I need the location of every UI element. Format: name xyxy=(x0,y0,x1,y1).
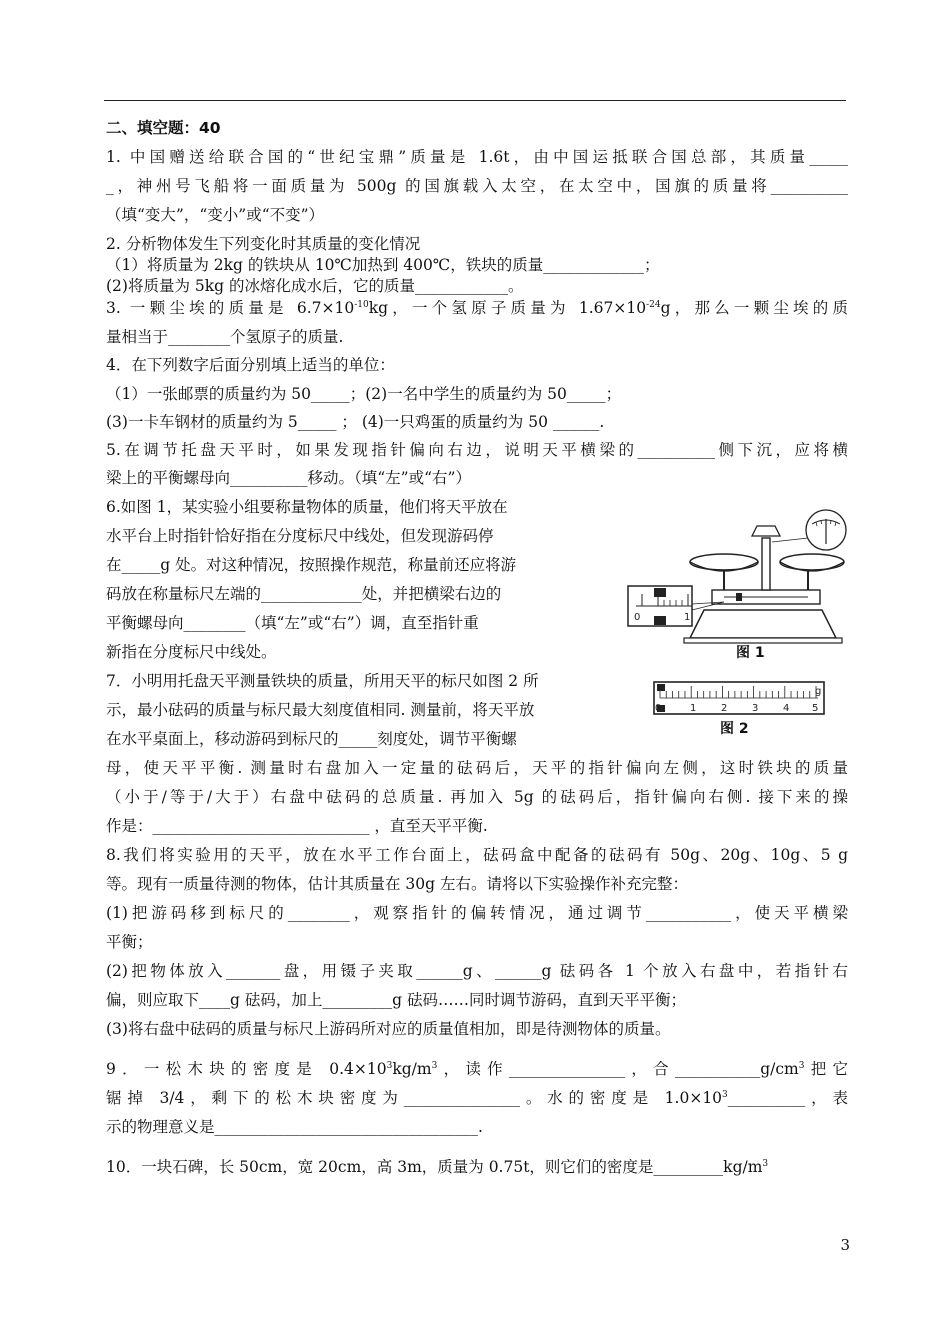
fig2-unit: g xyxy=(815,686,822,697)
text-line: 新指在分度标尺中线处。 xyxy=(106,643,277,661)
text-line: 1. 中国赠送给联合国的“世纪宝鼎”质量是 1.6t，由中国运抵联合国总部，其质量_____ xyxy=(106,148,848,166)
fig2-tick-label: 2 xyxy=(721,703,728,714)
question-10-line: 10．一块石碑，长 50cm，宽 20cm，高 3m，质量为 0.75t，则它们的密度是$\_\_\_\_\_\_\_\_\_kg/m^3$ xyxy=(106,1158,769,1176)
ruler-figure xyxy=(652,680,828,720)
text-line: 2. 分析物体发生下列变化时其质量的变化情况 xyxy=(106,235,421,253)
fig2-tick-label: 0 xyxy=(655,703,662,714)
page-number: 3 xyxy=(840,1236,850,1254)
text-line: (3)将右盘中砝码的质量与标尺上游码所对应的质量值相加，即是待测物体的质量。 xyxy=(106,1020,671,1038)
text-line: 在_____g 处。对这种情况，按照操作规范，称量前还应将游 xyxy=(106,556,517,574)
balance-figure xyxy=(612,498,848,656)
text-line: 7．小明用托盘天平测量铁块的质量，所用天平的标尺如图 2 所 xyxy=(106,672,539,690)
text-line: 平衡螺母向________（填“左”或“右”）调，直至指针重 xyxy=(106,614,479,632)
text-line: 等。现有一质量待测的物体，估计其质量在 30g 左右。请将以下实验操作补充完整： xyxy=(106,875,689,893)
text-line: 量相当于________个氢原子的质量. xyxy=(106,328,344,346)
question-3-line: 3. 一颗尘埃的质量是 $6.7\times 10^{-10}kg$，一个氢原子质量为 $1.67\times 10^{-24}g$，那么一颗尘埃的质 xyxy=(106,299,848,317)
text-line: (2)将质量为 5kg 的冰熔化成水后，它的质量____________。 xyxy=(106,277,524,295)
text-line: （1）一张邮票的质量约为 50_____；(2)一名中学生的质量约为 50_____； xyxy=(106,385,622,403)
text-line: (1)把游码移到标尺的________，观察指针的偏转情况，通过调节___________，使天平横梁 xyxy=(106,904,848,922)
text-line: 4．在下列数字后面分别填上适当的单位： xyxy=(106,356,395,374)
header-rule xyxy=(104,100,846,101)
text-line: 8.我们将实验用的天平，放在水平工作台面上，砝码盒中配备的砝码有 50g、20g、10g、5 g xyxy=(106,846,848,864)
figure-1-caption: 图 1 xyxy=(736,645,765,661)
figure-2-caption: 图 2 xyxy=(720,721,749,737)
text-line: 作是：____________________________ ，直至天平平衡. xyxy=(106,817,488,835)
question-9-line-2: 锯掉 3/4，剩下的松木块密度为_______________。水的密度是 $1.0\times 10^3\_\_\_\_\_\_\_\_\_\_$，表 xyxy=(106,1089,848,1107)
text-line: _，神州号飞船将一面质量为 500g 的国旗载入太空，在太空中，国旗的质量将__________ xyxy=(106,177,848,195)
text-line: 母，使天平平衡. 测量时右盘加入一定量的砝码后，天平的指针偏向左侧，这时铁块的质量 xyxy=(106,759,848,777)
fig2-tick-label: 4 xyxy=(783,703,790,714)
text-line: 平衡； xyxy=(106,933,153,951)
text-line: 示的物理意义是__________________________________. xyxy=(106,1118,483,1136)
fig1-ruler-tick: 0 xyxy=(634,612,641,623)
text-line: 5.在调节托盘天平时，如果发现指针偏向右边，说明天平横梁的__________侧下沉，应将横 xyxy=(106,441,848,459)
text-line: （小于/等于/大于）右盘中砝码的总质量. 再加入 5g 的砝码后，指针偏向右侧. 接下来的操 xyxy=(106,788,848,806)
section-title: 二、填空题：40 xyxy=(106,119,221,137)
text-line: （1）将质量为 2kg 的铁块从 10℃加热到 400℃，铁块的质量_____________； xyxy=(106,256,660,274)
text-line: 6.如图 1，某实验小组要称量物体的质量，他们将天平放在 xyxy=(106,498,508,516)
text-line: 示，最小砝码的质量与标尺最大刻度值相同. 测量前，将天平放 xyxy=(106,701,535,719)
question-9-line-1: 9．一松木块的密度是 $0.4\times 10^3kg/m^3$，读作_______________，合$\_\_\_\_\_\_\_\_\_\_\_g/cm^3$把它 xyxy=(106,1060,848,1078)
fig2-tick-label: 5 xyxy=(812,703,819,714)
text-line: 水平台上时指针恰好指在分度标尺中线处，但发现游码停 xyxy=(106,527,494,545)
text-line: (2)把物体放入_______盘，用镊子夹取______g、______g 砝码各 1 个放入右盘中，若指针右 xyxy=(106,962,848,980)
text-line: （填“变大”，“变小”或“不变”） xyxy=(106,206,325,224)
fig1-ruler-tick: 1 xyxy=(684,612,691,623)
text-line: (3)一卡车钢材的质量约为 5_____ ； (4)一只鸡蛋的质量约为 50 ______. xyxy=(106,413,605,431)
text-line: 梁上的平衡螺母向__________移动。（填“左”或“右”） xyxy=(106,469,471,487)
text-line: 在水平桌面上，移动游码到标尺的_____刻度处，调节平衡螺 xyxy=(106,730,517,748)
text-line: 码放在称量标尺左端的_____________处，并把横梁右边的 xyxy=(106,585,502,603)
fig2-tick-label: 1 xyxy=(690,703,697,714)
fig2-tick-label: 3 xyxy=(752,703,759,714)
text-line: 偏，则应取下____g 砝码，加上_________g 砝码……同时调节游码，直到天平平衡； xyxy=(106,991,686,1009)
